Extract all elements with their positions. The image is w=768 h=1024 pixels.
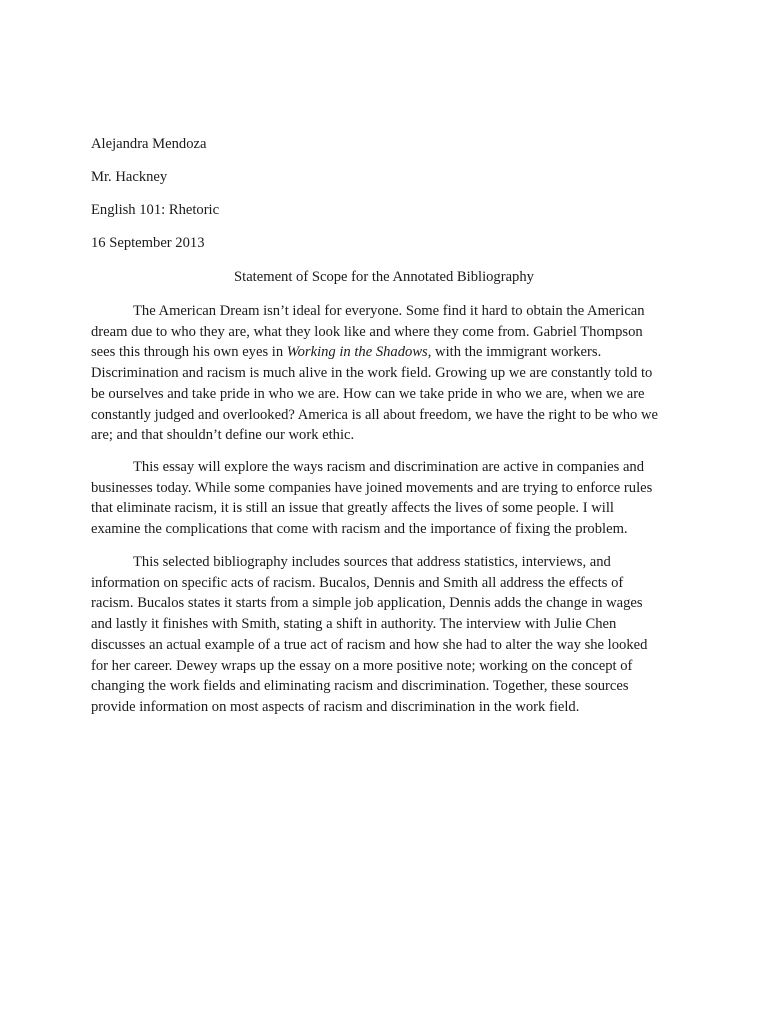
paragraph-text: sees this through his own eyes in — [91, 344, 287, 361]
paragraph-3 — [91, 552, 677, 718]
book-title: Working in the Shadows — [286, 344, 428, 361]
paragraph-line: that eliminate racism, it is still an issue that greatly affects the lives of some people. I will — [91, 500, 614, 517]
paragraph-line: dream due to who they are, what they look like and where they come from. Gabriel Thompson — [91, 323, 643, 340]
course-name: English 101: Rhetoric — [91, 202, 220, 218]
paragraph-line: This selected bibliography includes sources that address statistics, interviews, and — [133, 554, 611, 570]
paragraph-line: changing the work fields and eliminating racism and discrimination. Together, these sources — [91, 678, 629, 695]
paragraph-2 — [91, 457, 677, 540]
paragraph-line: businesses today. While some companies have joined movements and are trying to enforce rules — [91, 479, 653, 496]
paragraph-line: provide information on most aspects of racism and discrimination in the work field. — [91, 698, 580, 715]
paragraph-1 — [91, 301, 677, 446]
paragraph-line: and lastly it finishes with Smith, stating a shift in authority. The interview with Julie Chen — [91, 616, 617, 633]
paragraph-line: be ourselves and take pride in who we are. How can we take pride in who we are, when we are — [91, 385, 645, 402]
paragraph-line-with-title — [91, 342, 677, 363]
paragraph-line: are; and that shouldn’t define our work ethic. — [91, 427, 355, 444]
paragraph-line: constantly judged and overlooked? America is all about freedom, we have the right to be who we — [91, 406, 658, 423]
document-title: Statement of Scope for the Annotated Bibliography — [234, 269, 534, 285]
paragraph-line: This essay will explore the ways racism and discrimination are active in companies and — [133, 459, 645, 475]
paragraph-line: The American Dream isn’t ideal for everyone. Some find it hard to obtain the American — [133, 303, 645, 319]
author-name: Alejandra Mendoza — [91, 136, 207, 152]
paragraph-line: examine the complications that come with racism and the importance of fixing the problem. — [91, 521, 628, 538]
instructor-name: Mr. Hackney — [91, 169, 168, 185]
paragraph-line: racism. Bucalos states it starts from a simple job application, Dennis adds the change in wages — [91, 595, 643, 612]
paragraph-text: , with the immigrant workers. — [427, 344, 602, 361]
paragraph-line: discusses an actual example of a true act of racism and how she had to alter the way she looked — [91, 636, 648, 653]
paragraph-line: for her career. Dewey wraps up the essay on a more positive note; working on the concept of — [91, 657, 633, 674]
document-date: 16 September 2013 — [91, 235, 205, 251]
paragraph-line: information on specific acts of racism. Bucalos, Dennis and Smith all address the effects of — [91, 574, 624, 591]
paragraph-line: Discrimination and racism is much alive in the work field. Growing up we are constantly told to — [91, 365, 653, 382]
